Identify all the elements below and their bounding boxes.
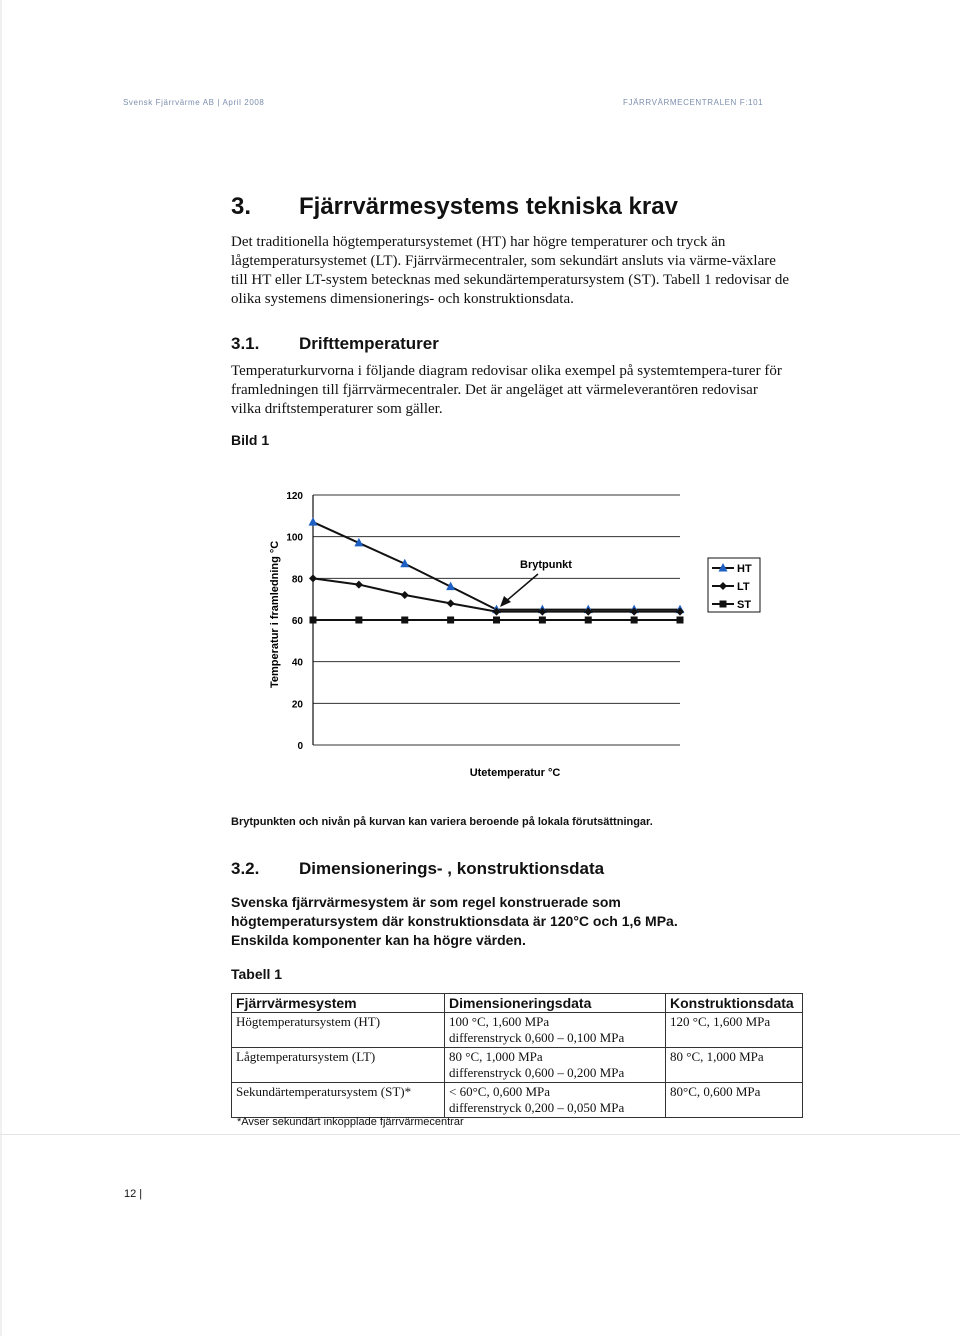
header-right: FJÄRRVÄRMECENTRALEN F:101 [623,98,764,107]
section-3-1-heading [231,334,439,354]
table-cell-construction: 120 °C, 1,600 MPa [666,1013,803,1048]
y-tick-label: 20 [291,699,303,711]
chart-y-ticks [286,491,303,752]
table-cell-dimension [445,1083,666,1118]
section-3-1-title: Drifttemperaturer [299,334,439,353]
table-cell-system: Sekundärtemperatursystem (ST)* [232,1083,445,1118]
table-cell-system: Högtemperatursystem (HT) [232,1013,445,1048]
data-point [310,617,317,624]
series-ht [309,517,685,613]
data-point [355,617,362,624]
chart-legend [708,558,760,612]
series-st [310,617,684,624]
section-3-title: Fjärrvärmesystems tekniska krav [299,193,678,220]
y-tick-label: 80 [291,574,303,586]
chart-x-label: Utetemperatur °C [469,767,561,779]
section-3-paragraph: Det traditionella högtemperatursystemet (HT) har högre temperaturer och tryck än lågtemperatursystemet (LT). Fjärrvärmecentraler, som sekundärt ansluts via värme-växlare till HT eller LT-system betecknas med sekundärtemperatursystem (ST). Tabell 1 redovisar de olika systemens dimensionerings- och konstruktionsdata. [231,234,789,307]
figure-caption: Brytpunkten och nivån på kurvan kan variera beroende på lokala förutsättningar. [231,816,653,828]
table-header-system: Fjärrvärmesystem [232,994,445,1013]
section-3-number: 3. [231,193,252,220]
temperature-chart [260,480,780,790]
data-point [447,599,455,607]
data-point [309,574,317,582]
table-header-dimension: Dimensioneringsdata [445,994,666,1013]
table-cell-construction: 80 °C, 1,000 MPa [666,1048,803,1083]
table-row [232,1083,803,1118]
table-cell-system: Lågtemperatursystem (LT) [232,1048,445,1083]
dimension-line-1: 100 °C, 1,600 MPa [449,1014,550,1029]
data-table [231,993,803,1118]
dimension-line-1: 80 °C, 1,000 MPa [449,1049,543,1064]
dimension-line-1: < 60°C, 0,600 MPa [449,1084,551,1099]
data-point [401,591,409,599]
chart-annotation-brytpunkt: Brytpunkt [520,559,572,571]
table-header-construction: Konstruktionsdata [666,994,803,1013]
legend-label-ht: HT [737,563,752,575]
data-point [309,517,318,526]
dimension-line-2: differenstryck 0,600 – 0,100 MPa [449,1030,625,1045]
data-point [401,617,408,624]
table-label: Tabell 1 [231,966,283,982]
table-row [232,1048,803,1083]
table-cell-dimension [445,1048,666,1083]
data-point [720,601,727,608]
data-point [631,617,638,624]
section-3-1-number: 3.1. [231,334,260,353]
section-3-2-title: Dimensionerings- , konstruktionsdata [299,859,605,878]
data-point [355,581,363,589]
page-edge [0,0,2,1336]
y-tick-label: 60 [291,616,303,627]
data-point [677,617,684,624]
y-tick-label: 100 [286,532,303,544]
page-divider [0,1134,960,1135]
data-point [539,617,546,624]
y-tick-label: 0 [297,741,303,752]
table-header-row [232,994,803,1013]
data-point [493,617,500,624]
figure-label: Bild 1 [231,432,270,448]
table-cell-construction: 80°C, 0,600 MPa [666,1083,803,1118]
y-tick-label: 40 [291,657,303,669]
data-point [585,617,592,624]
section-3-2-number: 3.2. [231,859,260,878]
legend-label-st: ST [737,599,752,611]
series-line [313,522,680,610]
dimension-line-2: differenstryck 0,600 – 0,200 MPa [449,1065,625,1080]
section-3-2-paragraph: Svenska fjärrvärmesystem är som regel konstruerade som högtemperatursystem där konstruktionsdata är 120°C och 1,6 MPa. Enskilda komponenter kan ha högre värden. [231,894,678,948]
table-footnote: *Avser sekundärt inkopplade fjärrvärmecentrar [237,1116,464,1128]
legend-label-lt: LT [737,581,750,593]
y-tick-label: 120 [286,491,303,502]
dimension-line-2: differenstryck 0,200 – 0,050 MPa [449,1100,625,1115]
data-point [447,617,454,624]
header-left: Svensk Fjärrvärme AB | April 2008 [123,98,265,107]
section-3-heading [231,193,678,221]
table-cell-dimension [445,1013,666,1048]
table-row [232,1013,803,1048]
chart-y-label: Temperatur i framledning °C [269,540,281,688]
chart-series [309,517,685,623]
page-number: 12 | [124,1188,143,1200]
section-3-1-paragraph: Temperaturkurvorna i följande diagram redovisar olika exempel på systemtempera-turer för framledningen till fjärrvärmecentraler. Det är angeläget att värmeleverantören redovisar vilka driftstemperaturer som gäller. [231,363,782,417]
section-3-2-heading [231,859,604,879]
